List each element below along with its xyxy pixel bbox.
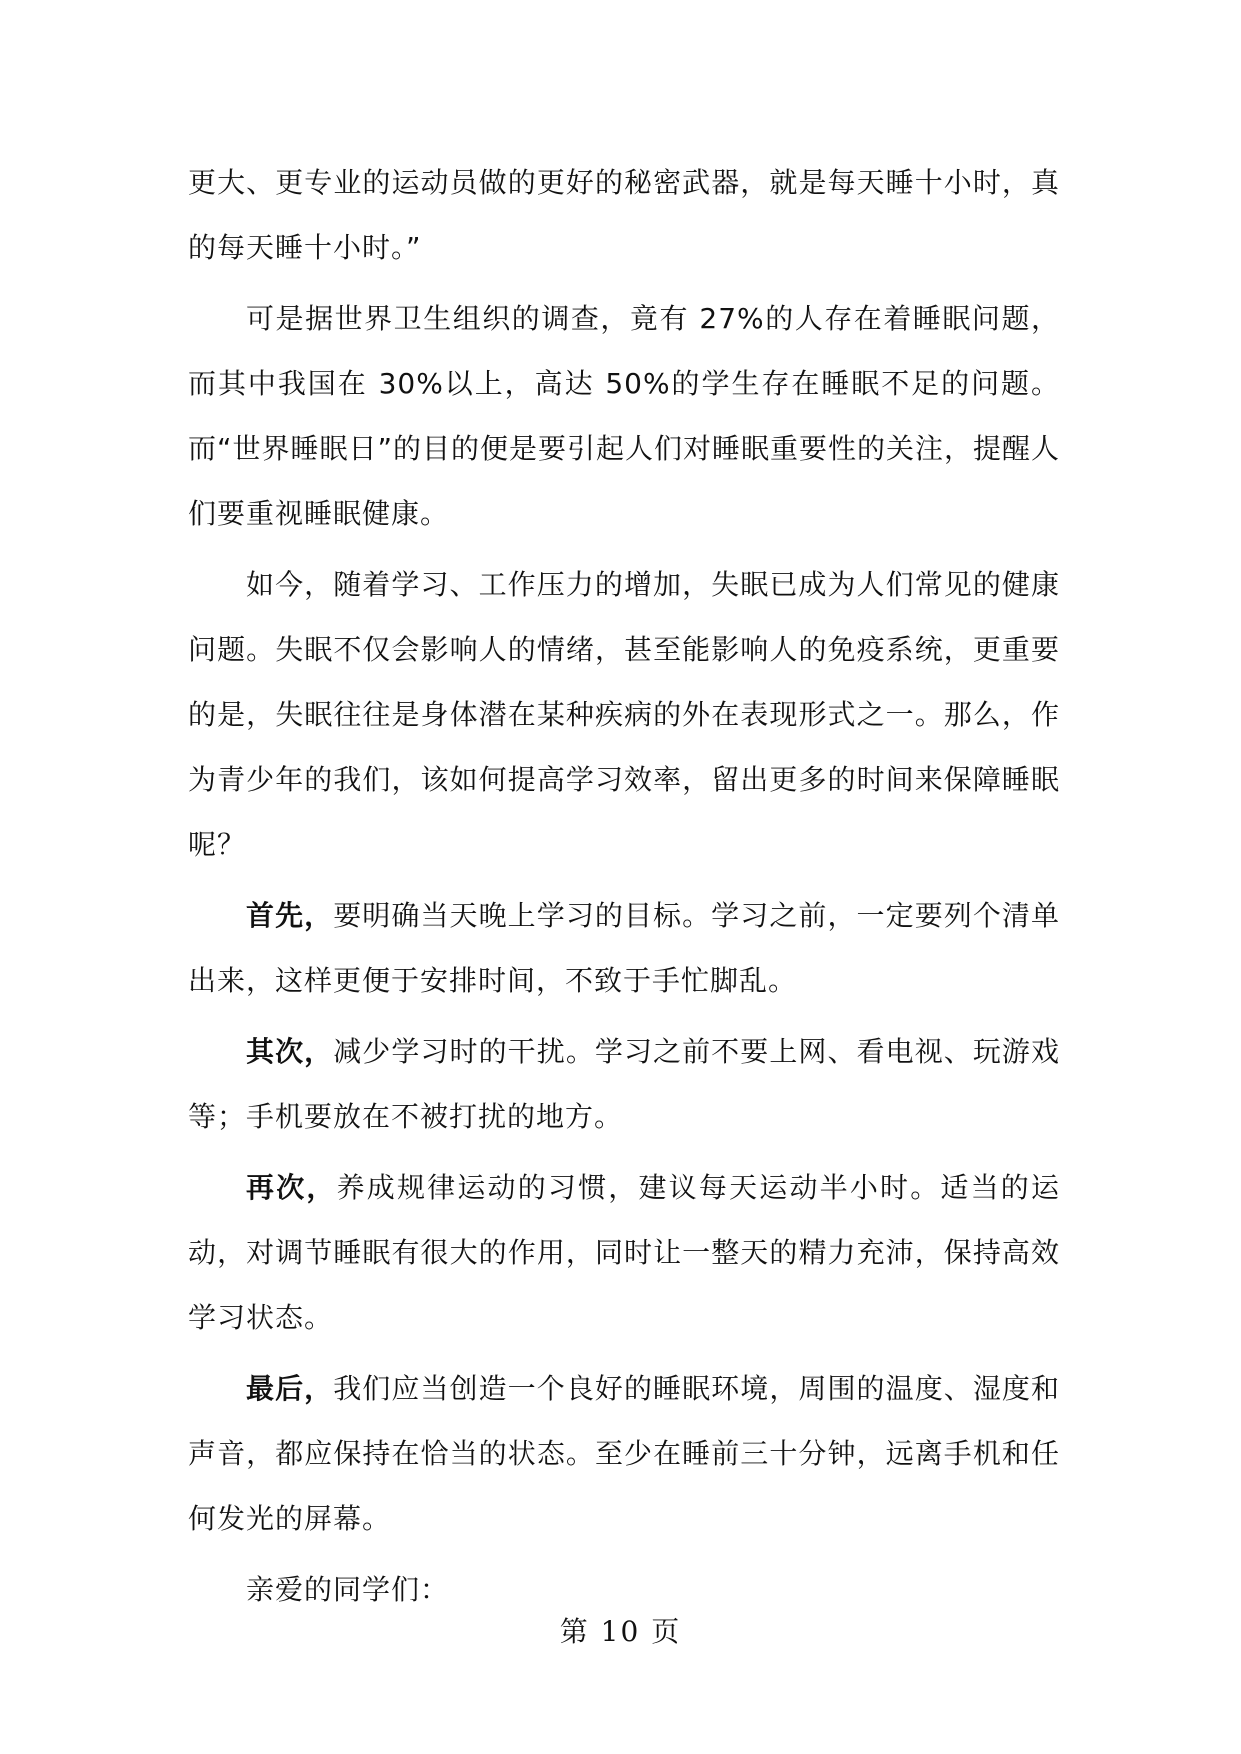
paragraph-lead: 其次，	[246, 1035, 334, 1068]
paragraph-lead: 再次，	[246, 1171, 337, 1204]
document-body	[188, 150, 1060, 1628]
paragraph-second	[188, 1019, 1060, 1149]
paragraph-text: 减少学习时的干扰。学习之前不要上网、看电视、玩游戏等；手机要放在不被打扰的地方。	[188, 1035, 1060, 1133]
paragraph-lead: 首先，	[246, 899, 334, 932]
paragraph-lead: 最后，	[246, 1372, 334, 1405]
paragraph-survey	[188, 286, 1060, 546]
paragraph-insomnia	[188, 552, 1060, 877]
paragraph-text: 亲爱的同学们：	[246, 1573, 450, 1606]
paragraph-first	[188, 883, 1060, 1013]
paragraph-third	[188, 1155, 1060, 1350]
page-number: 第 10 页	[559, 1615, 682, 1648]
paragraph-text: 我们应当创造一个良好的睡眠环境，周围的温度、湿度和声音，都应保持在恰当的状态。至少在睡前三十分钟，远离手机和任何发光的屏幕。	[188, 1372, 1060, 1535]
paragraph-text: 要明确当天晚上学习的目标。学习之前，一定要列个清单出来，这样更便于安排时间，不致于手忙脚乱。	[188, 899, 1060, 997]
paragraph-text: 养成规律运动的习惯，建议每天运动半小时。适当的运动，对调节睡眠有很大的作用，同时让一整天的精力充沛，保持高效学习状态。	[188, 1171, 1060, 1334]
paragraph-text: 如今，随着学习、工作压力的增加，失眠已成为人们常见的健康问题。失眠不仅会影响人的情绪，甚至能影响人的免疫系统，更重要的是，失眠往往是身体潜在某种疾病的外在表现形式之一。那么，作为青少年的我们，该如何提高学习效率，留出更多的时间来保障睡眠呢？	[188, 568, 1060, 861]
paragraph-text: 可是据世界卫生组织的调查，竟有 27%的人存在着睡眠问题，而其中我国在 30%以上，高达 50%的学生存在睡眠不足的问题。而“世界睡眠日”的目的便是要引起人们对睡眠重要性的关注，提醒人们要重视睡眠健康。	[188, 302, 1061, 530]
paragraph-continuation	[188, 150, 1060, 280]
paragraph-text: 更大、更专业的运动员做的更好的秘密武器，就是每天睡十小时，真的每天睡十小时。”	[188, 166, 1060, 264]
paragraph-last	[188, 1356, 1060, 1551]
